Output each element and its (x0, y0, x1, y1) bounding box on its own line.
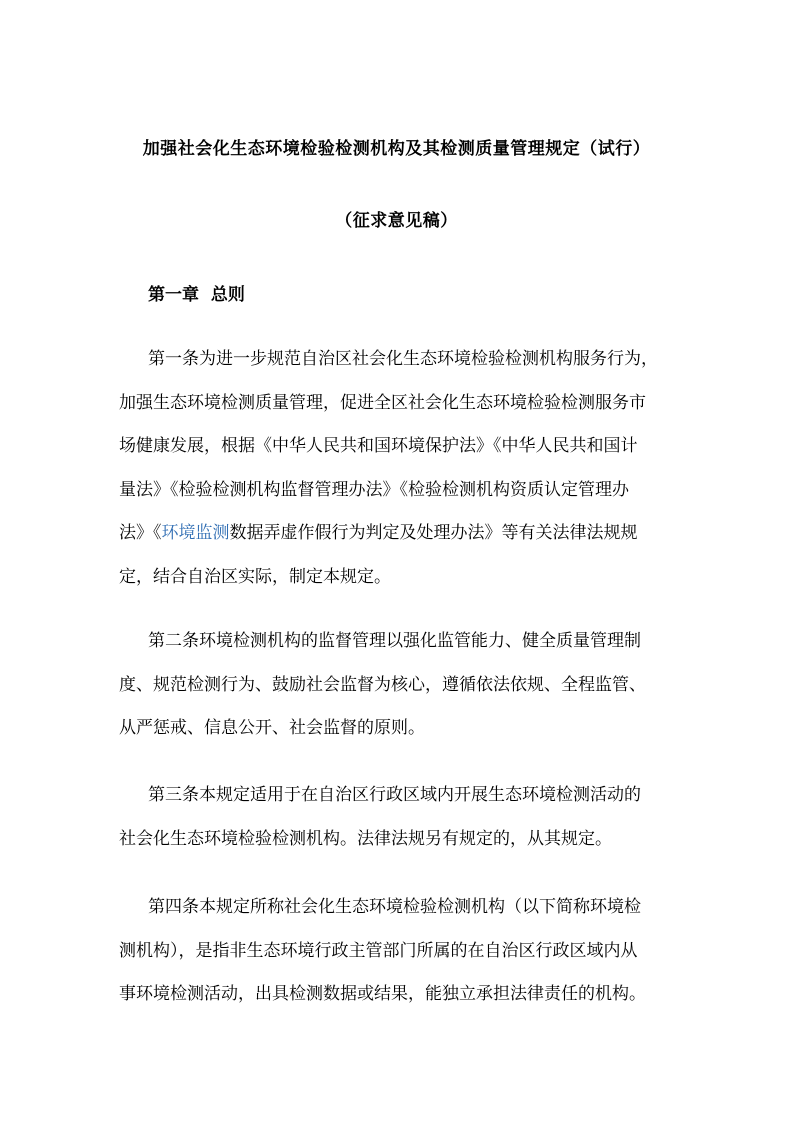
article-3 (119, 774, 679, 861)
article-2 (119, 620, 679, 751)
article-2-line-2: 度、规范检测行为、鼓励社会监督为核心，遵循依法依规、全程监管、 (119, 674, 646, 695)
article-4-line-3: 事环境检测活动，出具检测数据或结果，能独立承担法律责任的机构。 (119, 984, 646, 1004)
article-2-line-3: 从严惩戒、信息公开、社会监督的原则。 (119, 718, 425, 738)
article-1-line-4: 量法》《检验检测机构监督管理办法》《检验检测机构资质认定管理办 (119, 479, 629, 500)
article-3-line-1: 第三条本规定适用于在自治区行政区域内开展生态环境检测活动的 (148, 785, 641, 805)
article-2-line-1: 第二条环境检测机构的监督管理以强化监管能力、健全质量管理制 (148, 631, 641, 651)
document-title: 加强社会化生态环境检验检测机构及其检测质量管理规定（试行） (142, 139, 651, 159)
document-subtitle: （征求意见稿） (335, 211, 458, 231)
article-1 (119, 338, 679, 599)
article-3-line-2: 社会化生态环境检验检测机构。法律法规另有规定的，从其规定。 (119, 828, 612, 849)
environment-monitoring-link[interactable]: 环境监测 (161, 523, 230, 543)
article-1-line-2: 加强生态环境检测质量管理，促进全区社会化生态环境检验检测服务市 (119, 392, 646, 413)
article-4-line-1: 第四条本规定所称社会化生态环境检验检测机构（以下简称环境检 (148, 897, 641, 917)
article-4-line-2: 测机构），是指非生态环境行政主管部门所属的在自治区行政区域内从 (119, 940, 638, 961)
article-1-line-6: 定，结合自治区实际，制定本规定。 (119, 566, 391, 587)
chapter-heading: 第一章 总则 (148, 285, 245, 305)
article-1-line-5-suffix: 数据弄虚作假行为判定及处理办法》等有关法律法规规 (229, 523, 638, 543)
article-4 (119, 886, 679, 1017)
article-1-line-3: 场健康发展，根据《中华人民共和国环境保护法》《中华人民共和国计 (119, 436, 638, 456)
article-1-line-1: 第一条为进一步规范自治区社会化生态环境检验检测机构服务行为， (148, 349, 658, 369)
article-1-line-5 (119, 512, 679, 556)
article-1-line-5-prefix: 法》《 (119, 523, 162, 543)
